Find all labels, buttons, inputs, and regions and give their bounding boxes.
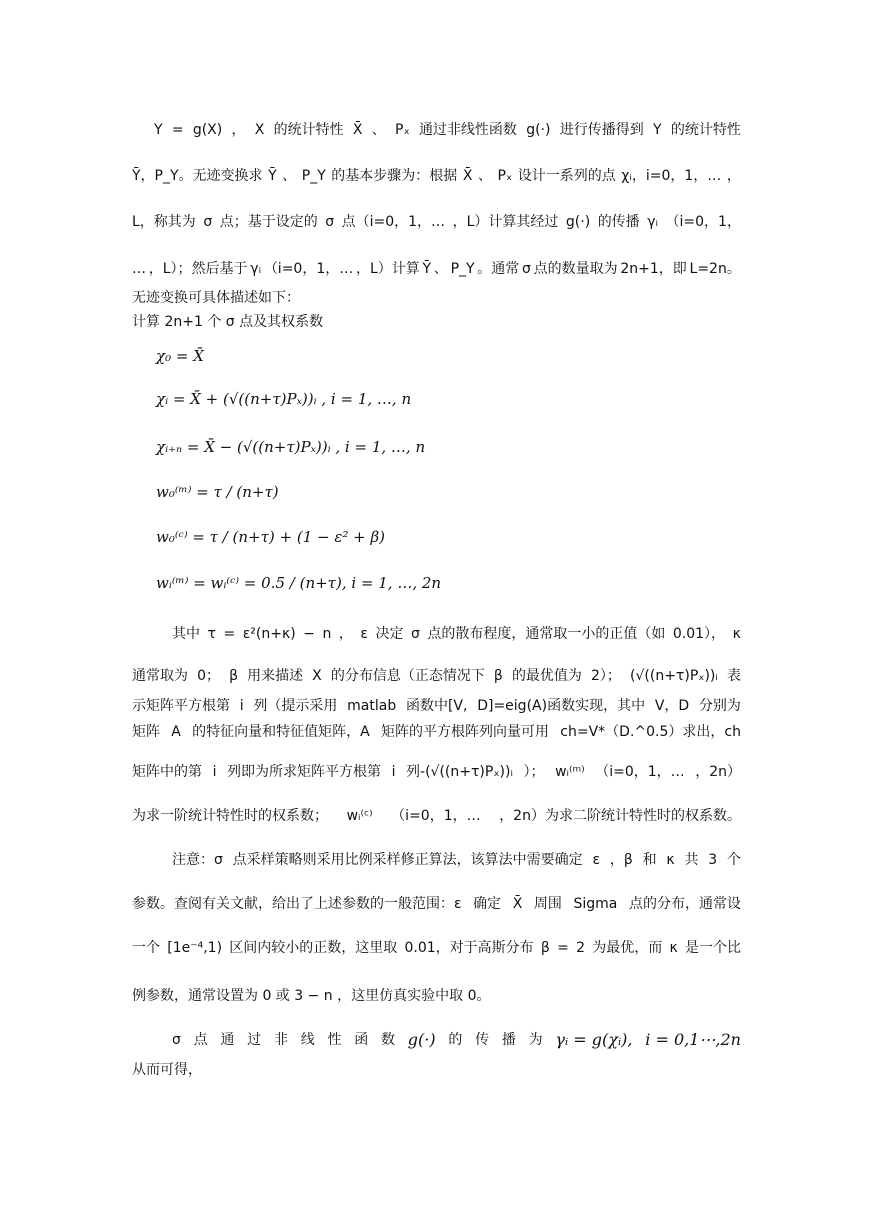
text-fragment: 2n+1，即 — [620, 261, 687, 277]
text-fragment: Sigma — [573, 896, 618, 912]
text-fragment: wᵢ⁽ᶜ⁾ — [346, 808, 373, 824]
text-fragment: ε — [360, 626, 368, 642]
para4-word: 通 — [220, 1032, 235, 1048]
text-fragment: 点（i=0，1，… — [341, 214, 446, 230]
text-fragment: 参数。查阅有关文献，给出了上述参数的一般范围：ε — [132, 896, 462, 912]
text-fragment: 矩阵中的第 — [132, 764, 202, 780]
text-fragment: 矩阵的平方根阵列向量可用 — [381, 724, 549, 740]
text-fragment: 注意：σ — [172, 852, 223, 868]
text-fragment: 的基本步骤为：根据 — [331, 168, 458, 184]
text-fragment: ， — [231, 122, 246, 138]
text-fragment: 个 — [726, 852, 741, 868]
text-fragment: 列即为所求矩阵平方根第 — [227, 764, 382, 780]
text-fragment: 2）； — [591, 668, 621, 684]
text-fragment: X — [312, 668, 322, 684]
text-fragment: 为最优，而 — [592, 940, 663, 956]
text-fragment: g(X) — [192, 122, 223, 138]
equation-chi-i: χᵢ = X̄ + (√((n+τ)Pₓ))ᵢ , i = 1, …, n — [156, 390, 412, 408]
para4-word: σ — [172, 1032, 181, 1048]
text-fragment: 0.01，对于高斯分布 — [404, 940, 534, 956]
text-fragment: 通过非线性函数 — [418, 122, 517, 138]
text-fragment: ，L）计算 — [355, 261, 420, 277]
text-fragment: = — [171, 122, 184, 138]
text-fragment: 的分布信息（正态情况下 — [330, 668, 485, 684]
text-fragment: … — [132, 261, 146, 277]
text-fragment: 共 — [684, 852, 699, 868]
text-fragment: κ — [666, 852, 675, 868]
para1-line4 — [132, 259, 741, 279]
para3-line1 — [132, 850, 741, 870]
text-fragment: （i=0，1，… — [263, 261, 354, 277]
text-fragment: 、 — [371, 122, 386, 138]
text-fragment: σ — [203, 214, 213, 230]
para4-word: 播 — [501, 1032, 516, 1048]
text-fragment: ， — [338, 626, 353, 642]
text-fragment: Pₓ — [395, 122, 410, 138]
equation-w0c: w₀⁽ᶜ⁾ = τ / (n+τ) + (1 − ε² + β) — [156, 528, 386, 546]
para4-word: 函 — [354, 1032, 369, 1048]
text-fragment: g(·) — [565, 214, 591, 230]
text-fragment: X — [254, 122, 265, 138]
text-fragment: 周围 — [533, 896, 562, 912]
text-fragment: P_Y — [450, 261, 475, 277]
text-fragment: 点的分布，通常设 — [628, 896, 741, 912]
equation-wi: wᵢ⁽ᵐ⁾ = wᵢ⁽ᶜ⁾ = 0.5 / (n+τ), i = 1, …, 2n — [156, 574, 442, 592]
para4-line2: 从而可得， — [132, 1062, 202, 1078]
text-fragment: V，D — [654, 698, 690, 714]
text-fragment: χᵢ，i=0，1，… — [621, 168, 722, 184]
text-fragment: = — [557, 940, 569, 956]
equation-w0m: w₀⁽ᵐ⁾ = τ / (n+τ) — [156, 483, 279, 501]
text-fragment: β — [540, 940, 550, 956]
para4-formula-g: g(·) — [407, 1030, 436, 1049]
text-fragment: ）； — [523, 764, 545, 780]
text-fragment: 0； — [197, 668, 220, 684]
text-fragment: 的特征向量和特征值矩阵，A — [192, 724, 370, 740]
text-fragment: Pₓ — [497, 168, 513, 184]
text-fragment: ，2n） — [695, 764, 741, 780]
para2-line3 — [132, 696, 741, 716]
text-fragment: 的统计特性 — [670, 122, 741, 138]
para4-word: 线 — [300, 1032, 315, 1048]
text-fragment: 表 — [726, 668, 741, 684]
para4-formula-range: i = 0,1⋯,2n — [645, 1030, 741, 1049]
text-fragment: i — [212, 764, 217, 780]
para4-formula-gamma: γᵢ = g(χᵢ), — [555, 1030, 633, 1049]
text-fragment: P_Y — [301, 168, 326, 184]
text-fragment: 区间内较小的正数，这里取 — [229, 940, 398, 956]
text-fragment: ε²(n+κ) — [242, 626, 296, 642]
text-fragment: 2 — [576, 940, 585, 956]
text-fragment: 、 — [477, 168, 492, 184]
equation-chi-i-plus-n: χᵢ₊ₙ = X̄ − (√((n+τ)Pₓ))ᵢ , i = 1, …, n — [156, 438, 426, 456]
text-fragment: 0.01）， — [672, 626, 726, 642]
text-fragment: 列-(√((n+τ)Pₓ))ᵢ — [406, 764, 513, 780]
text-fragment: 其中 — [172, 626, 200, 642]
text-fragment: X̄ — [462, 168, 473, 184]
para4-word: 过 — [247, 1032, 262, 1048]
text-fragment: = — [223, 626, 236, 642]
text-fragment: 、 — [282, 168, 297, 184]
text-fragment: 为求一阶统计特性时的权系数； — [132, 808, 328, 824]
text-fragment: σ — [325, 214, 335, 230]
text-fragment: 函数中[V, — [405, 698, 468, 714]
text-fragment: κ — [669, 940, 678, 956]
text-fragment: ，L）；然后基于 — [148, 261, 248, 277]
text-fragment: ，β — [609, 852, 633, 868]
text-fragment: 点；基于设定的 — [219, 214, 318, 230]
text-fragment: 点的数量取为 — [533, 261, 618, 277]
text-fragment: A — [171, 724, 181, 740]
text-fragment: g(·) — [526, 122, 551, 138]
text-fragment: κ — [732, 626, 741, 642]
text-fragment: X̄ — [352, 122, 363, 138]
text-fragment: 和 — [642, 852, 657, 868]
text-fragment: 设计一系列的点 — [517, 168, 616, 184]
text-fragment: 、 — [433, 261, 448, 277]
para2-line6 — [132, 806, 741, 826]
text-fragment: （i=0，1， — [665, 214, 741, 230]
text-fragment: ，L）计算其经过 — [452, 214, 559, 230]
text-fragment: L，称其为 — [132, 214, 196, 230]
text-fragment: 一个 — [132, 940, 160, 956]
text-fragment: 确定 — [473, 896, 502, 912]
text-fragment: ε — [592, 852, 601, 868]
text-fragment: 3 — [708, 852, 718, 868]
text-fragment: σ — [522, 261, 531, 277]
text-fragment: σ — [410, 626, 420, 642]
text-fragment: 通常取为 — [132, 668, 188, 684]
text-fragment: 列（提示采用 — [253, 698, 338, 714]
text-fragment: 是一个比 — [684, 940, 741, 956]
para3-line4: 例参数，通常设置为 0 或 3 − n ，这里仿真实验中取 0。 — [132, 988, 491, 1004]
para4-word: 的 — [448, 1032, 463, 1048]
text-fragment: (√((n+τ)Pₓ))ᵢ — [630, 668, 718, 684]
text-fragment: i — [239, 698, 244, 714]
text-fragment: Y — [653, 122, 662, 138]
text-fragment: X̄ — [512, 896, 523, 912]
para4-word: 传 — [475, 1032, 490, 1048]
text-fragment: （i=0，1，… — [595, 764, 685, 780]
text-fragment: 示矩阵平方根第 — [132, 698, 230, 714]
para1-line6: 计算 2n+1 个 σ 点及其权系数 — [132, 314, 324, 330]
text-fragment: 。通常 — [477, 261, 520, 277]
text-fragment: （i=0，1，… — [391, 808, 481, 824]
text-fragment: Ȳ — [422, 261, 432, 277]
text-fragment: 决定 — [375, 626, 404, 642]
para2-line5 — [132, 762, 741, 782]
text-fragment: 用来描述 — [247, 668, 304, 684]
text-fragment: wᵢ⁽ᵐ⁾ — [555, 764, 585, 780]
text-fragment: τ — [207, 626, 216, 642]
text-fragment: 点的散布程度，通常取一小的正值（如 — [427, 626, 666, 642]
para4-word: 数 — [381, 1032, 395, 1048]
text-fragment: γᵢ — [250, 261, 262, 277]
para3-line2 — [132, 894, 741, 914]
text-fragment: 的统计特性 — [273, 122, 344, 138]
text-fragment: β — [493, 668, 503, 684]
text-fragment: matlab — [347, 698, 397, 714]
para4-word: 点 — [193, 1032, 208, 1048]
text-fragment: 点采样策略则采用比例采样修正算法，该算法中需要确定 — [232, 852, 583, 868]
para1-line3 — [132, 212, 741, 232]
text-fragment: i — [391, 764, 396, 780]
para1-line2 — [132, 166, 741, 186]
text-fragment: − — [303, 626, 315, 642]
text-fragment: L=2n。 — [689, 261, 741, 277]
text-fragment: ，2n）为求二阶统计特性时的权系数。 — [499, 808, 741, 824]
para1-line5: 无迹变换可具体描述如下： — [132, 290, 300, 306]
text-fragment: 的传播 — [597, 214, 640, 230]
text-fragment: ， — [726, 168, 741, 184]
para4-line1 — [132, 1030, 741, 1050]
text-fragment: γᵢ — [647, 214, 658, 230]
text-fragment: Y — [154, 122, 163, 138]
text-fragment: D]=eig(A)函数实现，其中 — [477, 698, 646, 714]
para1-line1 — [132, 120, 741, 140]
text-fragment: 进行传播得到 — [559, 122, 644, 138]
text-fragment: 分别为 — [698, 698, 741, 714]
text-fragment: [1e⁻⁴,1) — [167, 940, 223, 956]
text-fragment: ch=V*（D.^0.5）求出，ch — [560, 724, 741, 740]
para4-word: 为 — [528, 1032, 543, 1048]
text-fragment: Ȳ — [268, 168, 277, 184]
equation-chi0: χ₀ = X̄ — [156, 347, 204, 365]
para2-line4 — [132, 722, 741, 742]
text-fragment: 的最优值为 — [511, 668, 582, 684]
para2-line1 — [132, 624, 741, 644]
para2-line2 — [132, 666, 741, 686]
text-fragment: n — [322, 626, 332, 642]
text-fragment: β — [229, 668, 239, 684]
text-fragment: Ȳ，P_Y。无迹变换求 — [132, 168, 263, 184]
para4-word: 性 — [327, 1032, 342, 1048]
para4-word: 非 — [273, 1032, 288, 1048]
para3-line3 — [132, 938, 741, 958]
text-fragment: 矩阵 — [132, 724, 160, 740]
